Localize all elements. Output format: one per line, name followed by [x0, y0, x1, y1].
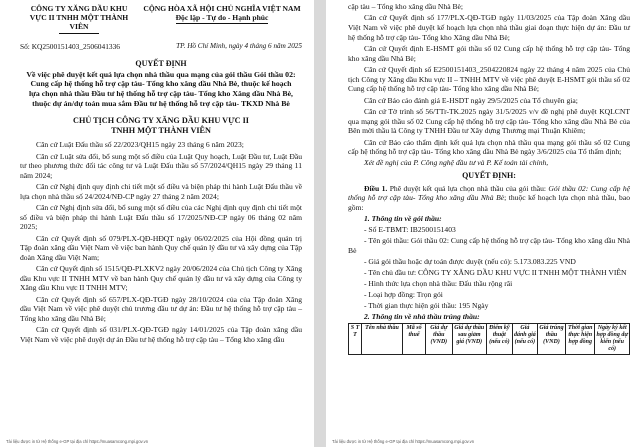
legal-basis-paragraph: Căn cứ Quyết định số E2500151403_2504220824 ngày 22 tháng 4 năm 2025 của Chủ tịch Công ty Xăng dầu Khu vực II – TNHH MTV về việc phê duyệt E-HSMT gói thầu số 02 Cung cấp hệ thống hỗ trợ cập tàu- Tổng kho xăng dầu Nhà Bè;: [348, 64, 630, 94]
article-1: [348, 184, 630, 213]
issuing-authority: [30, 116, 292, 136]
national-motto: [142, 4, 302, 34]
package-price: - Giá gói thầu hoặc dự toán được duyệt (nếu có): 5.173.083.225 VND: [364, 256, 576, 266]
table-header-cell: S T T: [349, 324, 362, 354]
page-footer: Tài liệu được in từ Hệ thống e-GP tại địa chỉ https://muasamcong.mpi.gov.vn: [332, 439, 475, 444]
org-line-2: VỰC II TNHH MỘT THÀNH: [29, 13, 129, 23]
org-line-3: VIÊN: [69, 22, 89, 32]
document-page-2: [326, 0, 640, 447]
place-date: TP. Hồ Chí Minh, ngày 4 tháng 6 năm 2025: [176, 41, 302, 50]
page-footer: Tài liệu được in từ Hệ thống e-GP tại địa chỉ https://muasamcong.mpi.gov.vn: [6, 439, 149, 444]
motto-underline: [176, 23, 268, 24]
section-2-heading: 2. Thông tin về nhà thầu trúng thầu:: [364, 311, 480, 321]
table-header-cell: Điểm kỹ thuật (nếu có): [486, 324, 512, 354]
org-underline: [59, 33, 99, 34]
table-header-cell: Giá dự thầu sau giảm giá (VND): [452, 324, 486, 354]
legal-basis-paragraph: Căn cứ Quyết định E-HSMT gói thầu số 02 Cung cấp hệ thống hỗ trợ cập tàu- Tổng kho xăng dầu Nhà Bè;: [348, 43, 630, 63]
legal-basis-list: [20, 140, 302, 344]
legal-basis-paragraph: Căn cứ Báo cáo đánh giá E-HSDT ngày 29/5/2025 của Tổ chuyên gia;: [364, 95, 578, 105]
article-1-tail: ; thuộc kế hoạch lựa chọn nhà thầu, bao gồm:: [348, 193, 630, 212]
document-subject: Về việc phê duyệt kết quả lựa chọn nhà thầu qua mạng của gói thầu Gói thầu 02: Cung cấp hệ thống hỗ trợ cập tàu- Tổng kho xăng dầu Nhà Bè, thuộc kế hoạch lựa chọn nhà thầu Đầu tư hệ thống hỗ trợ cập tàu- Tổng kho Xăng dầu Nhà Bè, thuộc dự án/dự toán mua sắm Đầu tư hệ thống hỗ trợ cập tàu- TKXD Nhà Bè: [26, 69, 296, 108]
execution-duration: - Thời gian thực hiện gói thầu: 195 Ngày: [364, 300, 489, 310]
selection-method: - Hình thức lựa chọn nhà thầu: Đấu thầu rộng rãi: [364, 278, 513, 288]
table-header-cell: Giá trúng thầu (VND): [537, 324, 565, 354]
document-header: [20, 0, 302, 34]
decides-heading: QUYẾT ĐỊNH:: [462, 171, 516, 181]
legal-basis-list: [348, 13, 630, 156]
package-name: - Tên gói thầu: Gói thầu 02: Cung cấp hệ thống hỗ trợ cập tàu- Tổng kho xăng dầu Nhà Bè: [348, 236, 630, 255]
article-1-package: Gói thầu 02: Cung cấp hệ thống hỗ trợ cập tàu- Tổng kho xăng dầu Nhà Bè: [348, 183, 631, 203]
document-number: Số: KQ2500151403_2506041336: [20, 41, 120, 51]
legal-basis-paragraph: Căn cứ Luật sửa đổi, bổ sung một số điều của Luật Quy hoạch, Luật Đầu tư, Luật Đầu tư theo phương thức đối tác công tư và Luật Đấu thầu số 57/2024/QH15 ngày 29 tháng 11 năm 2024;: [20, 151, 302, 180]
table-header-cell: Mã số thuế: [403, 324, 426, 354]
authority-line-2: TNHH MỘT THÀNH VIÊN: [111, 126, 211, 136]
legal-basis-paragraph: Căn cứ Nghị định quy định chi tiết một số điều và biện pháp thi hành Luật Đấu thầu về lựa chọn nhà thầu số 24/2024/NĐ-CP ngày 27 tháng 2 năm 2024;: [20, 182, 302, 201]
contract-type: - Loại hợp đồng: Trọn gói: [364, 289, 443, 299]
legal-basis-paragraph: Căn cứ Báo cáo thẩm định kết quả lựa chọn nhà thầu qua mạng gói thầu số 02 Cung cấp hệ thống hỗ trợ cập tàu- Tổng kho xăng dầu Nhà Bè ngày 3/6/2025 của Tổ thẩm định;: [348, 137, 630, 157]
country-line-2: Độc lập - Tự do - Hạnh phúc: [175, 13, 269, 23]
section-1-heading: 1. Thông tin về gói thầu:: [364, 214, 442, 224]
article-1-text: Phê duyệt kết quả lựa chọn nhà thầu của gói thầu:: [387, 183, 549, 193]
page-1-content: [20, 0, 302, 346]
country-line-1: CỘNG HÒA XÃ HỘI CHỦ NGHĨA VIỆT NAM: [143, 4, 301, 13]
legal-basis-paragraph: Căn cứ Quyết định số 657/PLX-QĐ-TGĐ ngày 28/10/2024 của của Tập đoàn Xăng dầu Việt Nam về việc phê duyệt chủ trương đầu tư dự án: Đầu tư hệ thống hỗ trợ cập tàu – Tổng kho xăng dầu Nhà Bè;: [20, 294, 302, 324]
authority-line-1: CHỦ TỊCH CÔNG TY XĂNG DẦU KHU VỰC II: [73, 116, 249, 126]
legal-basis-paragraph: Căn cứ Quyết định số 177/PLX-QĐ-TGĐ ngày 11/03/2025 của Tập đoàn Xăng dầu Việt Nam về việc phê duyệt kế hoạch lựa chọn nhà thầu giai đoạn thực hiện dự án: Đầu tư hệ thống hỗ trợ cập tàu- Tổng kho Xăng dầu Nhà Bè;: [348, 13, 630, 42]
table-header-row: [349, 324, 630, 354]
document-page-1: [0, 0, 314, 447]
number-date-row: [20, 34, 302, 52]
table-header-cell: Giá dự thầu (VND): [426, 324, 453, 354]
table-header-cell: Tên nhà thầu: [362, 324, 403, 354]
etbmt-number: - Số E-TBMT: IB2500151403: [364, 225, 456, 235]
winning-bidder-table: [348, 323, 630, 354]
table-header-cell: Ngày ký kết hợp đồng dự kiến (nếu có): [595, 324, 630, 354]
article-1-label: Điều 1.: [364, 183, 388, 193]
investor-name: - Tên chủ đầu tư: CÔNG TY XĂNG DẦU KHU VỰC II TNHH MỘT THÀNH VIÊN: [364, 267, 627, 277]
legal-basis-paragraph: Căn cứ Quyết định số 1515/QĐ-PLXKV2 ngày 20/06/2024 của Chủ tịch Công ty Xăng dầu Khu vực II TNHH MTV về ban hành Quy chế quản lý đầu tư và xây dựng của Công ty Xăng dầu Khu vực II TNHH MTV;: [20, 264, 302, 293]
document-title: QUYẾT ĐỊNH: [135, 59, 187, 69]
continued-line: cập tàu – Tổng kho xăng dầu Nhà Bè;: [348, 2, 464, 11]
legal-basis-paragraph: Căn cứ Tờ trình số 56/TTr-TK.2025 ngày 31/5/2025 v/v đề nghị phê duyệt KQLCNT qua mạng gói thầu số 02 Cung cấp hệ thống hỗ trợ cập tàu- Tổng kho xăng dầu Nhà Bè của Bên mời thầu là Công ty TNHH Đầu tư Xây dựng Thương mại Thuận Khiêm;: [348, 106, 630, 136]
org-line-1: CÔNG TY XĂNG DẦU KHU: [30, 4, 128, 13]
organization-name: [20, 4, 138, 34]
legal-basis-paragraph: Căn cứ Quyết định số 079/PLX-QĐ-HĐQT ngày 06/02/2025 của Hội đồng quản trị Tập đoàn xăng dầu Việt Nam về việc ban hành Quy chế quản lý đầu tư và xây dựng của Tập đoàn Xăng dầu Việt Nam;: [20, 233, 302, 262]
table-header-cell: Thời gian thực hiện hợp đồng: [566, 324, 595, 354]
legal-basis-paragraph: Căn cứ Luật Đấu thầu số 22/2023/QH15 ngày 23 tháng 6 năm 2023;: [36, 140, 244, 150]
legal-basis-paragraph: Căn cứ Nghị định sửa đổi, bổ sung một số điều của các Nghị định quy định chi tiết một số điều và biện pháp thi hành Luật Đấu thầu số 17/2025/NĐ-CP ngày 06 tháng 02 năm 2025;: [20, 203, 302, 232]
legal-basis-paragraph: Căn cứ Quyết định số 031/PLX-QĐ-TGĐ ngày 14/01/2025 của Tập đoàn xăng dầu Việt Nam về việc phê duyệt dự án Đầu tư hệ thống hỗ trợ cập tàu – Tổng kho xăng dầu: [20, 325, 302, 345]
proposal-line: Xét đề nghị của P. Công nghệ đầu tư và P. Kế toán tài chính,: [364, 158, 549, 168]
page-2-content: [348, 2, 630, 355]
table-header-cell: Giá đánh giá (nếu có): [512, 324, 537, 354]
